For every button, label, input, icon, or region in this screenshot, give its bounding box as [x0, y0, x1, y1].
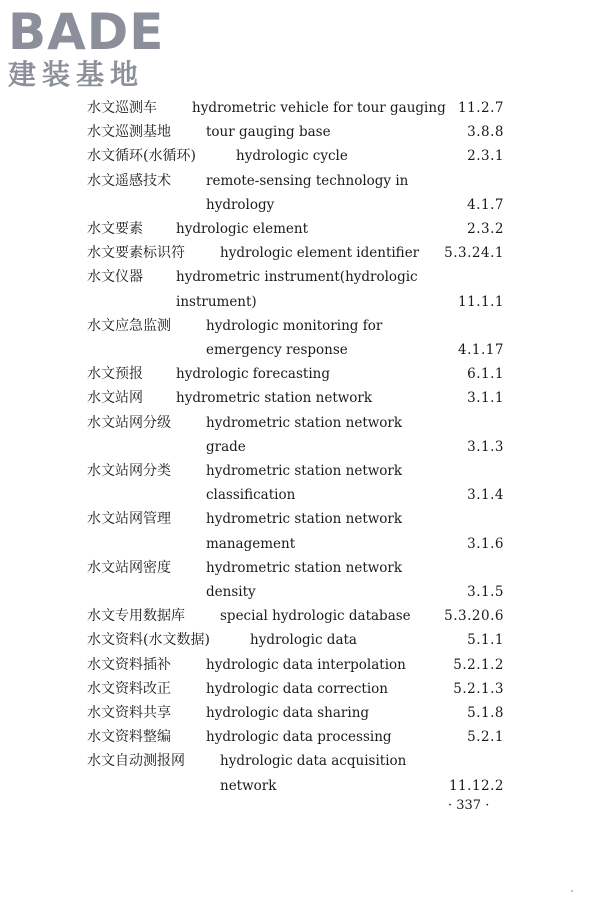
glossary-row [0, 532, 600, 556]
section-reference: 4.1.17 [458, 342, 504, 358]
glossary-row [0, 169, 600, 193]
glossary-row [0, 725, 600, 749]
glossary-row [0, 556, 600, 580]
english-term: hydrologic monitoring for [206, 317, 383, 334]
english-term: hydrologic data [250, 632, 357, 649]
glossary-row [0, 677, 600, 701]
english-term: grade [206, 438, 246, 455]
logo-chinese-text: 建装基地 [8, 58, 145, 91]
english-term: hydrologic data acquisition [220, 753, 407, 770]
section-reference: 2.3.1 [467, 148, 504, 165]
section-reference: 3.8.8 [467, 124, 504, 141]
english-term: network [220, 777, 277, 794]
section-reference: 5.2.1 [467, 729, 504, 746]
glossary-row [0, 120, 600, 144]
english-term: hydrometric station network [206, 414, 403, 431]
section-reference: 11.12.2 [448, 777, 504, 794]
chinese-term: 水文要素标识符 [87, 245, 185, 262]
glossary-row [0, 217, 600, 241]
chinese-term: 水文资料改正 [87, 680, 171, 697]
glossary-row [0, 144, 600, 168]
chinese-term: 水文资料(水文数据) [87, 632, 210, 649]
english-term: special hydrologic database [220, 608, 411, 625]
english-term: hydrometric instrument(hydrologic [176, 269, 418, 286]
glossary-row [0, 386, 600, 410]
section-reference: 3.1.4 [467, 487, 504, 504]
glossary-row [0, 507, 600, 531]
glossary-row [0, 749, 600, 773]
section-reference: 5.3.20.6 [444, 608, 504, 625]
english-term: hydrologic data sharing [206, 705, 370, 721]
english-term: instrument) [176, 293, 257, 310]
scan-speck [571, 890, 573, 892]
section-reference: 3.1.1 [467, 390, 504, 407]
english-term: hydrometric vehicle for tour gauging [192, 100, 446, 116]
english-term: management [206, 535, 296, 552]
chinese-term: 水文巡测车 [87, 100, 157, 116]
section-reference: 3.1.6 [467, 535, 504, 552]
section-reference: 5.2.1.3 [453, 680, 504, 697]
glossary-row [0, 290, 600, 314]
chinese-term: 水文遥感技术 [87, 172, 171, 189]
glossary-row [0, 241, 600, 265]
english-term: hydrology [206, 196, 275, 213]
section-reference: 6.1.1 [467, 366, 504, 383]
glossary-row [0, 459, 600, 483]
bade-logo [8, 4, 178, 92]
glossary-row [0, 628, 600, 652]
chinese-term: 水文仪器 [87, 269, 143, 286]
glossary-row [0, 580, 600, 604]
logo-latin-text [8, 4, 178, 60]
glossary-row [0, 774, 600, 798]
chinese-term: 水文资料整编 [87, 729, 171, 746]
section-reference: 2.3.2 [467, 221, 504, 237]
glossary-row [0, 193, 600, 217]
glossary-row [0, 653, 600, 677]
glossary-row [0, 338, 600, 362]
chinese-term: 水文预报 [87, 366, 143, 383]
glossary-row [0, 435, 600, 459]
english-term: hydrologic cycle [236, 148, 348, 165]
english-term: remote-sensing technology in [206, 172, 409, 189]
chinese-term: 水文站网 [87, 390, 143, 407]
section-reference: 5.1.8 [467, 705, 504, 721]
english-term: hydrologic element identifier [220, 245, 420, 262]
section-reference: 5.3.24.1 [444, 245, 504, 262]
section-reference: 3.1.5 [467, 584, 504, 600]
chinese-term: 水文巡测基地 [87, 124, 171, 141]
english-term: tour gauging base [206, 124, 331, 141]
chinese-term: 水文站网管理 [87, 511, 171, 528]
chinese-term: 水文资料共享 [87, 705, 171, 721]
section-reference: 11.1.1 [458, 293, 504, 310]
glossary-row [0, 96, 600, 120]
english-term: density [206, 584, 256, 600]
chinese-term: 水文要素 [87, 221, 143, 237]
glossary-row [0, 701, 600, 725]
glossary-row [0, 265, 600, 289]
logo-latin: BADE [8, 3, 165, 61]
english-term: emergency response [206, 342, 348, 358]
chinese-term: 水文站网密度 [87, 559, 171, 576]
english-term: hydrometric station network [206, 511, 403, 528]
section-reference: 11.2.7 [458, 100, 504, 116]
section-reference: 3.1.3 [467, 438, 504, 455]
section-reference: 5.1.1 [467, 632, 504, 649]
chinese-term: 水文自动测报网 [87, 753, 185, 770]
page-number: · 337 · [448, 798, 490, 813]
english-term: hydrologic data correction [206, 680, 388, 697]
english-term: hydrometric station network [206, 559, 403, 576]
glossary-row [0, 314, 600, 338]
english-term: hydrologic data processing [206, 729, 392, 746]
chinese-term: 水文资料插补 [87, 656, 171, 673]
section-reference: 5.2.1.2 [453, 656, 504, 673]
chinese-term: 水文应急监测 [87, 317, 171, 334]
chinese-term: 水文专用数据库 [87, 608, 185, 625]
chinese-term: 水文循环(水循环) [87, 148, 196, 165]
english-term: hydrologic data interpolation [206, 656, 406, 673]
chinese-term: 水文站网分类 [87, 463, 171, 479]
chinese-term: 水文站网分级 [87, 414, 171, 431]
english-term: hydrometric station network [206, 463, 403, 479]
glossary-row [0, 483, 600, 507]
english-term: hydrometric station network [176, 390, 373, 407]
section-reference: 4.1.7 [467, 196, 504, 213]
english-term: classification [206, 487, 296, 504]
glossary-row [0, 362, 600, 386]
english-term: hydrologic forecasting [176, 366, 330, 383]
glossary-row [0, 411, 600, 435]
glossary-row [0, 604, 600, 628]
english-term: hydrologic element [176, 221, 309, 237]
